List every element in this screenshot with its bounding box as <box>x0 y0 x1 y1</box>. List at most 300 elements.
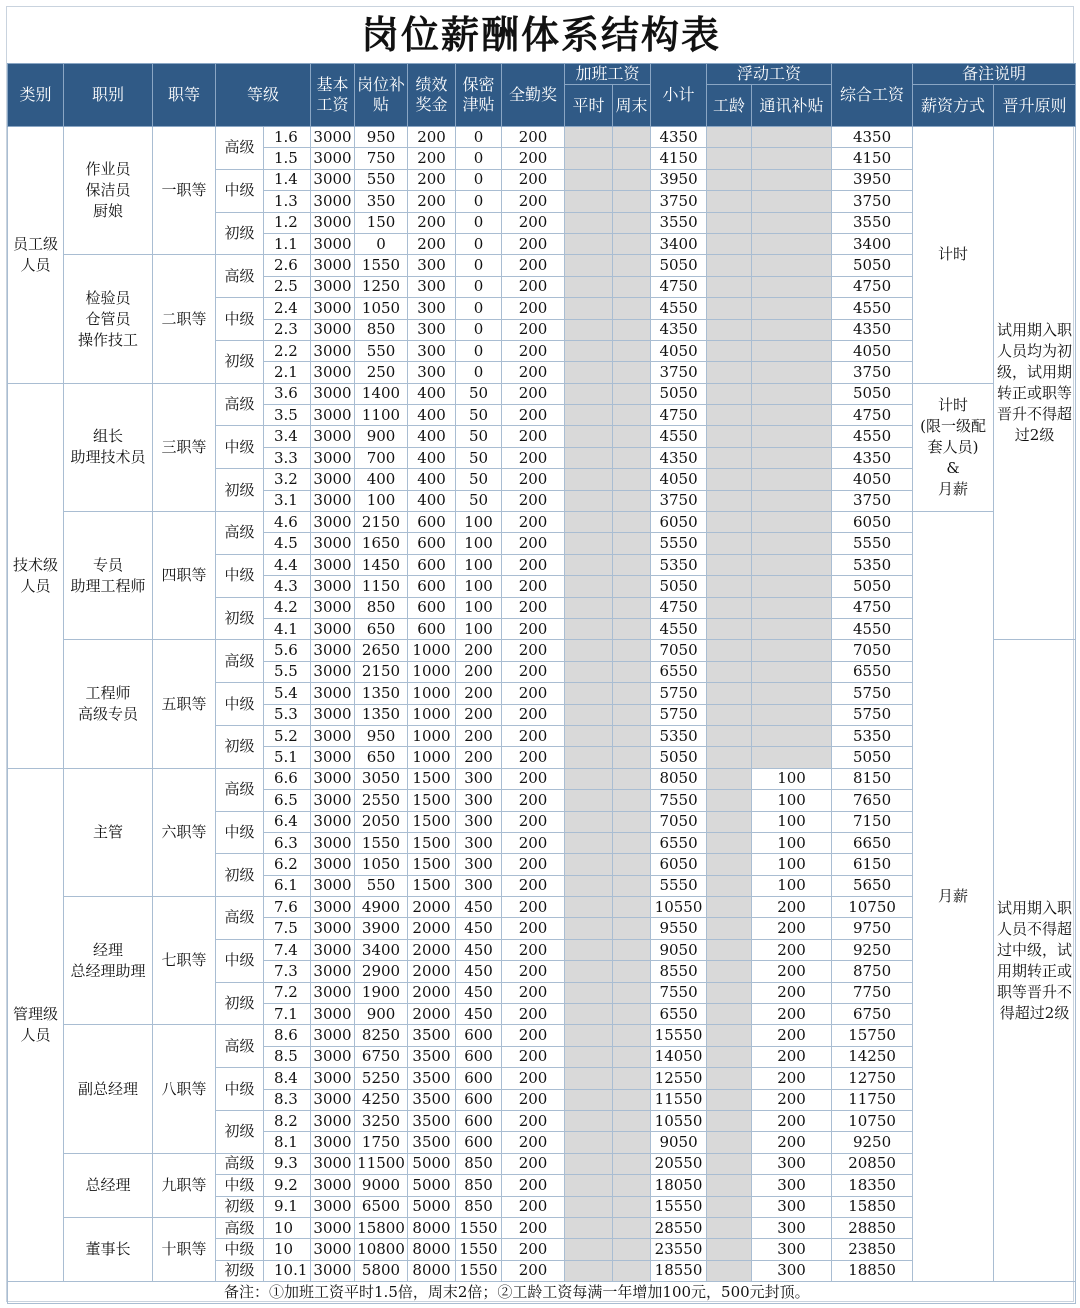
level-value-cell: 9.1 <box>264 1196 311 1217</box>
attendance-bonus-cell: 200 <box>502 747 565 768</box>
total-salary-cell: 18350 <box>832 1175 913 1196</box>
level-value-cell: 2.2 <box>264 340 311 361</box>
base-salary-cell: 3000 <box>311 1132 355 1153</box>
performance-bonus-cell: 600 <box>408 554 456 575</box>
seniority-cell <box>707 1132 752 1153</box>
telecom-cell <box>752 405 832 426</box>
total-salary-cell: 14250 <box>832 1046 913 1067</box>
overtime-weekday-cell <box>565 918 613 939</box>
post-allowance-cell: 3900 <box>355 918 408 939</box>
confidentiality-cell: 50 <box>456 426 502 447</box>
confidentiality-cell: 600 <box>456 1068 502 1089</box>
seniority-cell <box>707 961 752 982</box>
header-seniority: 工龄 <box>707 85 752 127</box>
post-allowance-cell: 11500 <box>355 1153 408 1174</box>
seniority-cell <box>707 1110 752 1131</box>
telecom-cell <box>752 233 832 254</box>
level-value-cell: 4.3 <box>264 576 311 597</box>
base-salary-cell: 3000 <box>311 939 355 960</box>
level-value-cell: 5.5 <box>264 661 311 682</box>
telecom-cell: 300 <box>752 1260 832 1281</box>
level-value-cell: 5.6 <box>264 640 311 661</box>
seniority-cell <box>707 447 752 468</box>
level-name-cell: 高级 <box>216 383 264 426</box>
level-value-cell: 3.3 <box>264 447 311 468</box>
level-name-cell: 高级 <box>216 1025 264 1068</box>
overtime-weekend-cell <box>613 982 651 1003</box>
level-value-cell: 9.2 <box>264 1175 311 1196</box>
total-salary-cell: 5550 <box>832 533 913 554</box>
telecom-cell <box>752 576 832 597</box>
overtime-weekday-cell <box>565 704 613 725</box>
grade-cell: 二职等 <box>153 255 216 383</box>
overtime-weekend-cell <box>613 362 651 383</box>
post-allowance-cell: 3250 <box>355 1110 408 1131</box>
subtotal-cell: 9050 <box>651 939 707 960</box>
position-cell: 检验员 仓管员 操作技工 <box>64 255 153 383</box>
telecom-cell <box>752 683 832 704</box>
attendance-bonus-cell: 200 <box>502 811 565 832</box>
performance-bonus-cell: 3500 <box>408 1132 456 1153</box>
subtotal-cell: 3550 <box>651 212 707 233</box>
pay-method-cell: 月薪 <box>913 512 994 1282</box>
seniority-cell <box>707 618 752 639</box>
level-name-cell: 高级 <box>216 127 264 170</box>
seniority-cell <box>707 704 752 725</box>
attendance-bonus-cell: 200 <box>502 1068 565 1089</box>
telecom-cell: 200 <box>752 961 832 982</box>
level-name-cell: 初级 <box>216 469 264 512</box>
total-salary-cell: 6650 <box>832 832 913 853</box>
category-cell: 技术级人员 <box>8 383 64 768</box>
post-allowance-cell: 1350 <box>355 683 408 704</box>
level-name-cell: 中级 <box>216 1175 264 1196</box>
level-value-cell: 10 <box>264 1239 311 1260</box>
base-salary-cell: 3000 <box>311 1046 355 1067</box>
grade-cell: 八职等 <box>153 1025 216 1153</box>
table-row <box>8 383 1076 404</box>
total-salary-cell: 5350 <box>832 554 913 575</box>
subtotal-cell: 5550 <box>651 533 707 554</box>
attendance-bonus-cell: 200 <box>502 298 565 319</box>
level-value-cell: 6.5 <box>264 790 311 811</box>
salary-sheet <box>6 6 1074 1302</box>
confidentiality-cell: 300 <box>456 811 502 832</box>
performance-bonus-cell: 600 <box>408 533 456 554</box>
seniority-cell <box>707 426 752 447</box>
base-salary-cell: 3000 <box>311 512 355 533</box>
subtotal-cell: 4050 <box>651 340 707 361</box>
post-allowance-cell: 2550 <box>355 790 408 811</box>
telecom-cell <box>752 276 832 297</box>
header-promotion: 晋升原则 <box>994 85 1076 127</box>
base-salary-cell: 3000 <box>311 276 355 297</box>
level-value-cell: 7.4 <box>264 939 311 960</box>
seniority-cell <box>707 661 752 682</box>
overtime-weekend-cell <box>613 832 651 853</box>
level-name-cell: 中级 <box>216 426 264 469</box>
overtime-weekday-cell <box>565 340 613 361</box>
performance-bonus-cell: 8000 <box>408 1217 456 1238</box>
performance-bonus-cell: 2000 <box>408 897 456 918</box>
base-salary-cell: 3000 <box>311 1004 355 1025</box>
grade-cell: 一职等 <box>153 127 216 255</box>
telecom-cell <box>752 704 832 725</box>
subtotal-cell: 4150 <box>651 148 707 169</box>
overtime-weekday-cell <box>565 576 613 597</box>
base-salary-cell: 3000 <box>311 1110 355 1131</box>
telecom-cell <box>752 512 832 533</box>
seniority-cell <box>707 1217 752 1238</box>
performance-bonus-cell: 2000 <box>408 961 456 982</box>
header-confidentiality: 保密津贴 <box>456 64 502 127</box>
base-salary-cell: 3000 <box>311 747 355 768</box>
telecom-cell: 200 <box>752 918 832 939</box>
performance-bonus-cell: 600 <box>408 597 456 618</box>
total-salary-cell: 23850 <box>832 1239 913 1260</box>
post-allowance-cell: 750 <box>355 148 408 169</box>
total-salary-cell: 3750 <box>832 362 913 383</box>
telecom-cell <box>752 725 832 746</box>
base-salary-cell: 3000 <box>311 661 355 682</box>
performance-bonus-cell: 200 <box>408 212 456 233</box>
seniority-cell <box>707 747 752 768</box>
confidentiality-cell: 450 <box>456 1004 502 1025</box>
confidentiality-cell: 1550 <box>456 1239 502 1260</box>
confidentiality-cell: 300 <box>456 790 502 811</box>
total-salary-cell: 10750 <box>832 1110 913 1131</box>
total-salary-cell: 5050 <box>832 576 913 597</box>
level-value-cell: 1.1 <box>264 233 311 254</box>
base-salary-cell: 3000 <box>311 127 355 148</box>
level-value-cell: 5.2 <box>264 725 311 746</box>
grade-cell: 六职等 <box>153 768 216 896</box>
post-allowance-cell: 1250 <box>355 276 408 297</box>
level-name-cell: 初级 <box>216 1110 264 1153</box>
base-salary-cell: 3000 <box>311 383 355 404</box>
post-allowance-cell: 4250 <box>355 1089 408 1110</box>
base-salary-cell: 3000 <box>311 426 355 447</box>
overtime-weekday-cell <box>565 554 613 575</box>
overtime-weekend-cell <box>613 191 651 212</box>
overtime-weekday-cell <box>565 961 613 982</box>
post-allowance-cell: 900 <box>355 426 408 447</box>
base-salary-cell: 3000 <box>311 1217 355 1238</box>
overtime-weekday-cell <box>565 854 613 875</box>
level-value-cell: 6.6 <box>264 768 311 789</box>
attendance-bonus-cell: 200 <box>502 212 565 233</box>
post-allowance-cell: 2050 <box>355 811 408 832</box>
base-salary-cell: 3000 <box>311 1239 355 1260</box>
post-allowance-cell: 0 <box>355 233 408 254</box>
post-allowance-cell: 6750 <box>355 1046 408 1067</box>
subtotal-cell: 5750 <box>651 683 707 704</box>
overtime-weekday-cell <box>565 1196 613 1217</box>
post-allowance-cell: 1350 <box>355 704 408 725</box>
subtotal-cell: 4550 <box>651 618 707 639</box>
subtotal-cell: 15550 <box>651 1025 707 1046</box>
post-allowance-cell: 950 <box>355 725 408 746</box>
total-salary-cell: 3550 <box>832 212 913 233</box>
seniority-cell <box>707 790 752 811</box>
subtotal-cell: 4750 <box>651 276 707 297</box>
confidentiality-cell: 0 <box>456 212 502 233</box>
level-name-cell: 高级 <box>216 768 264 811</box>
telecom-cell <box>752 383 832 404</box>
attendance-bonus-cell: 200 <box>502 832 565 853</box>
subtotal-cell: 4350 <box>651 319 707 340</box>
seniority-cell <box>707 1196 752 1217</box>
header-remarks: 备注说明 <box>913 64 1076 85</box>
header-category: 类别 <box>8 64 64 127</box>
overtime-weekday-cell <box>565 533 613 554</box>
overtime-weekday-cell <box>565 811 613 832</box>
base-salary-cell: 3000 <box>311 768 355 789</box>
confidentiality-cell: 300 <box>456 832 502 853</box>
total-salary-cell: 11750 <box>832 1089 913 1110</box>
post-allowance-cell: 1150 <box>355 576 408 597</box>
subtotal-cell: 6550 <box>651 661 707 682</box>
performance-bonus-cell: 1500 <box>408 875 456 896</box>
performance-bonus-cell: 400 <box>408 447 456 468</box>
overtime-weekday-cell <box>565 298 613 319</box>
level-value-cell: 8.5 <box>264 1046 311 1067</box>
confidentiality-cell: 0 <box>456 340 502 361</box>
subtotal-cell: 14050 <box>651 1046 707 1067</box>
seniority-cell <box>707 554 752 575</box>
attendance-bonus-cell: 200 <box>502 875 565 896</box>
base-salary-cell: 3000 <box>311 1196 355 1217</box>
performance-bonus-cell: 3500 <box>408 1110 456 1131</box>
level-value-cell: 9.3 <box>264 1153 311 1174</box>
base-salary-cell: 3000 <box>311 618 355 639</box>
base-salary-cell: 3000 <box>311 405 355 426</box>
overtime-weekend-cell <box>613 704 651 725</box>
attendance-bonus-cell: 200 <box>502 576 565 597</box>
telecom-cell: 100 <box>752 854 832 875</box>
base-salary-cell: 3000 <box>311 875 355 896</box>
level-value-cell: 3.4 <box>264 426 311 447</box>
total-salary-cell: 15850 <box>832 1196 913 1217</box>
performance-bonus-cell: 400 <box>408 383 456 404</box>
telecom-cell <box>752 255 832 276</box>
subtotal-cell: 23550 <box>651 1239 707 1260</box>
total-salary-cell: 4350 <box>832 127 913 148</box>
post-allowance-cell: 1050 <box>355 298 408 319</box>
post-allowance-cell: 1750 <box>355 1132 408 1153</box>
seniority-cell <box>707 1025 752 1046</box>
overtime-weekday-cell <box>565 191 613 212</box>
level-value-cell: 3.5 <box>264 405 311 426</box>
subtotal-cell: 3750 <box>651 191 707 212</box>
telecom-cell <box>752 640 832 661</box>
level-value-cell: 1.5 <box>264 148 311 169</box>
confidentiality-cell: 100 <box>456 618 502 639</box>
telecom-cell: 200 <box>752 1132 832 1153</box>
level-value-cell: 6.4 <box>264 811 311 832</box>
telecom-cell <box>752 127 832 148</box>
seniority-cell <box>707 533 752 554</box>
overtime-weekend-cell <box>613 1025 651 1046</box>
confidentiality-cell: 1550 <box>456 1217 502 1238</box>
confidentiality-cell: 600 <box>456 1025 502 1046</box>
subtotal-cell: 5050 <box>651 383 707 404</box>
level-value-cell: 6.1 <box>264 875 311 896</box>
subtotal-cell: 7050 <box>651 640 707 661</box>
level-name-cell: 高级 <box>216 1217 264 1238</box>
total-salary-cell: 9250 <box>832 1132 913 1153</box>
overtime-weekend-cell <box>613 1175 651 1196</box>
table-row <box>8 512 1076 533</box>
telecom-cell: 300 <box>752 1217 832 1238</box>
confidentiality-cell: 0 <box>456 191 502 212</box>
confidentiality-cell: 600 <box>456 1110 502 1131</box>
post-allowance-cell: 100 <box>355 490 408 511</box>
subtotal-cell: 4550 <box>651 298 707 319</box>
seniority-cell <box>707 725 752 746</box>
base-salary-cell: 3000 <box>311 897 355 918</box>
attendance-bonus-cell: 200 <box>502 1089 565 1110</box>
total-salary-cell: 5050 <box>832 747 913 768</box>
overtime-weekday-cell <box>565 768 613 789</box>
level-name-cell: 中级 <box>216 169 264 212</box>
level-name-cell: 中级 <box>216 1239 264 1260</box>
overtime-weekend-cell <box>613 554 651 575</box>
overtime-weekday-cell <box>565 169 613 190</box>
footnote-row <box>8 1282 1076 1304</box>
overtime-weekday-cell <box>565 469 613 490</box>
confidentiality-cell: 850 <box>456 1175 502 1196</box>
position-cell: 专员 助理工程师 <box>64 512 153 640</box>
overtime-weekend-cell <box>613 768 651 789</box>
post-allowance-cell: 1100 <box>355 405 408 426</box>
performance-bonus-cell: 3500 <box>408 1068 456 1089</box>
telecom-cell <box>752 212 832 233</box>
subtotal-cell: 20550 <box>651 1153 707 1174</box>
level-value-cell: 3.6 <box>264 383 311 404</box>
subtotal-cell: 4050 <box>651 469 707 490</box>
base-salary-cell: 3000 <box>311 597 355 618</box>
total-salary-cell: 15750 <box>832 1025 913 1046</box>
total-salary-cell: 3950 <box>832 169 913 190</box>
overtime-weekday-cell <box>565 319 613 340</box>
base-salary-cell: 3000 <box>311 169 355 190</box>
category-cell: 员工级人员 <box>8 127 64 384</box>
header-base-salary: 基本工资 <box>311 64 355 127</box>
overtime-weekday-cell <box>565 1068 613 1089</box>
attendance-bonus-cell: 200 <box>502 661 565 682</box>
overtime-weekend-cell <box>613 1046 651 1067</box>
level-value-cell: 1.2 <box>264 212 311 233</box>
seniority-cell <box>707 597 752 618</box>
overtime-weekend-cell <box>613 469 651 490</box>
performance-bonus-cell: 1000 <box>408 683 456 704</box>
level-name-cell: 初级 <box>216 854 264 897</box>
overtime-weekday-cell <box>565 939 613 960</box>
level-value-cell: 4.2 <box>264 597 311 618</box>
confidentiality-cell: 100 <box>456 533 502 554</box>
telecom-cell: 300 <box>752 1196 832 1217</box>
confidentiality-cell: 300 <box>456 768 502 789</box>
subtotal-cell: 7050 <box>651 811 707 832</box>
seniority-cell <box>707 512 752 533</box>
total-salary-cell: 6550 <box>832 661 913 682</box>
attendance-bonus-cell: 200 <box>502 191 565 212</box>
total-salary-cell: 3750 <box>832 490 913 511</box>
level-value-cell: 7.2 <box>264 982 311 1003</box>
performance-bonus-cell: 400 <box>408 490 456 511</box>
overtime-weekday-cell <box>565 1004 613 1025</box>
attendance-bonus-cell: 200 <box>502 683 565 704</box>
telecom-cell: 200 <box>752 1068 832 1089</box>
performance-bonus-cell: 5000 <box>408 1175 456 1196</box>
seniority-cell <box>707 298 752 319</box>
level-value-cell: 4.5 <box>264 533 311 554</box>
attendance-bonus-cell: 200 <box>502 1110 565 1131</box>
post-allowance-cell: 850 <box>355 319 408 340</box>
performance-bonus-cell: 2000 <box>408 939 456 960</box>
base-salary-cell: 3000 <box>311 148 355 169</box>
subtotal-cell: 5350 <box>651 554 707 575</box>
level-value-cell: 8.4 <box>264 1068 311 1089</box>
performance-bonus-cell: 1000 <box>408 640 456 661</box>
subtotal-cell: 8050 <box>651 768 707 789</box>
total-salary-cell: 6050 <box>832 512 913 533</box>
total-salary-cell: 4050 <box>832 340 913 361</box>
attendance-bonus-cell: 200 <box>502 1025 565 1046</box>
overtime-weekend-cell <box>613 1068 651 1089</box>
level-value-cell: 8.2 <box>264 1110 311 1131</box>
performance-bonus-cell: 1500 <box>408 854 456 875</box>
overtime-weekend-cell <box>613 1260 651 1281</box>
post-allowance-cell: 15800 <box>355 1217 408 1238</box>
attendance-bonus-cell: 200 <box>502 490 565 511</box>
post-allowance-cell: 150 <box>355 212 408 233</box>
total-salary-cell: 7650 <box>832 790 913 811</box>
position-cell: 经理 总经理助理 <box>64 897 153 1025</box>
seniority-cell <box>707 191 752 212</box>
level-value-cell: 8.6 <box>264 1025 311 1046</box>
subtotal-cell: 5050 <box>651 255 707 276</box>
subtotal-cell: 10550 <box>651 1110 707 1131</box>
overtime-weekend-cell <box>613 319 651 340</box>
grade-cell: 九职等 <box>153 1153 216 1217</box>
post-allowance-cell: 700 <box>355 447 408 468</box>
attendance-bonus-cell: 200 <box>502 1239 565 1260</box>
level-value-cell: 5.3 <box>264 704 311 725</box>
overtime-weekday-cell <box>565 490 613 511</box>
attendance-bonus-cell: 200 <box>502 768 565 789</box>
post-allowance-cell: 2900 <box>355 961 408 982</box>
overtime-weekday-cell <box>565 233 613 254</box>
performance-bonus-cell: 3500 <box>408 1046 456 1067</box>
subtotal-cell: 8550 <box>651 961 707 982</box>
confidentiality-cell: 50 <box>456 490 502 511</box>
performance-bonus-cell: 1500 <box>408 768 456 789</box>
performance-bonus-cell: 5000 <box>408 1196 456 1217</box>
pay-method-cell: 计时 (限一级配套人员) & 月薪 <box>913 383 994 511</box>
overtime-weekend-cell <box>613 939 651 960</box>
level-value-cell: 6.3 <box>264 832 311 853</box>
telecom-cell <box>752 298 832 319</box>
seniority-cell <box>707 1260 752 1281</box>
confidentiality-cell: 450 <box>456 961 502 982</box>
base-salary-cell: 3000 <box>311 255 355 276</box>
attendance-bonus-cell: 200 <box>502 897 565 918</box>
attendance-bonus-cell: 200 <box>502 1175 565 1196</box>
performance-bonus-cell: 2000 <box>408 1004 456 1025</box>
attendance-bonus-cell: 200 <box>502 512 565 533</box>
